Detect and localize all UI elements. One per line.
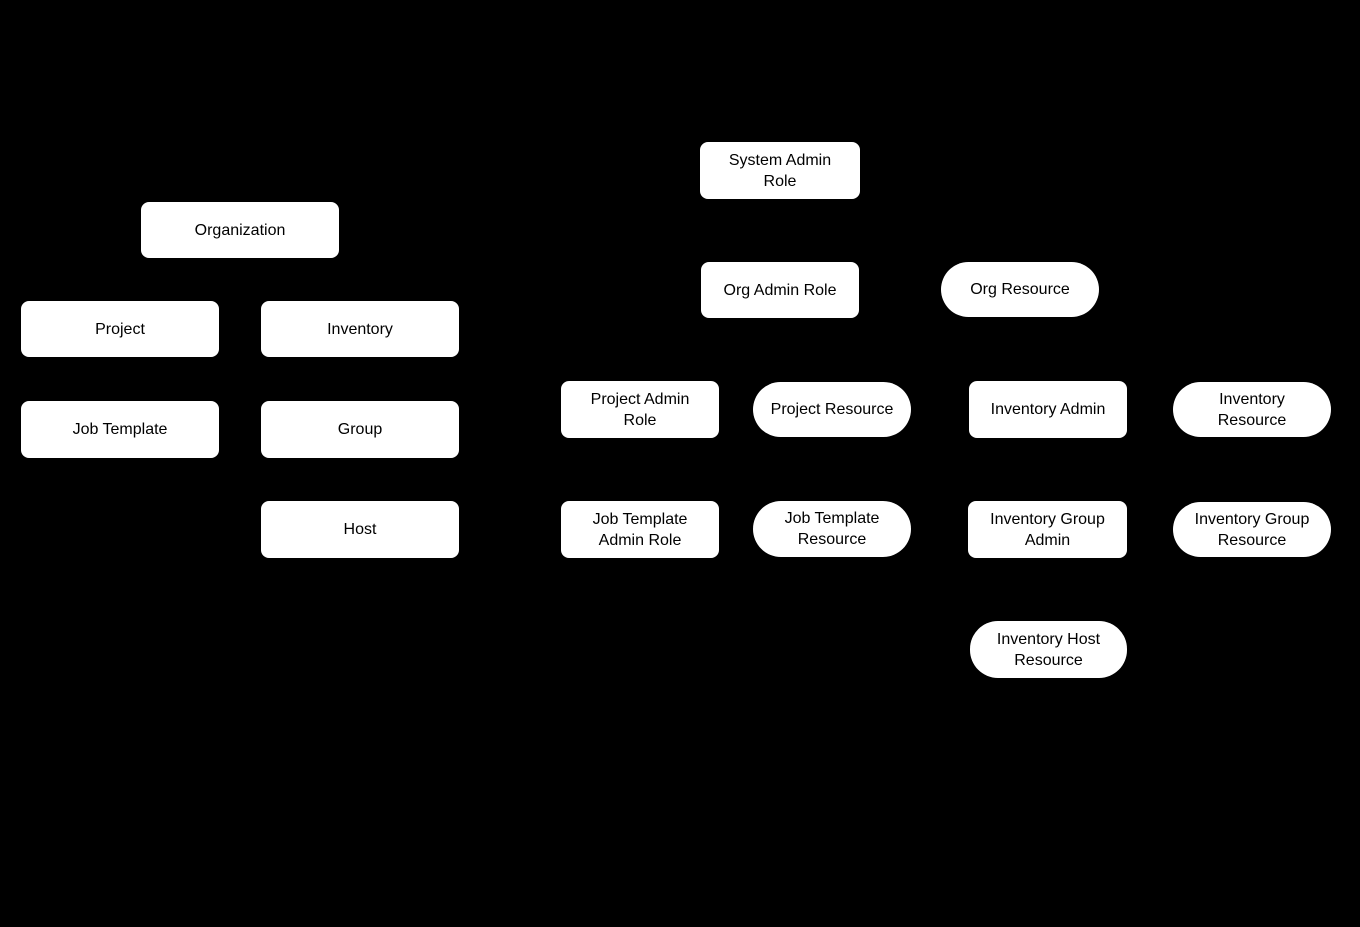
node-label-line: Inventory <box>327 320 393 338</box>
node-label-line: Project <box>95 320 145 338</box>
node-label-line: System Admin <box>728 151 832 169</box>
node-label-line: Organization <box>194 221 286 239</box>
node-job-template-resource <box>753 501 911 557</box>
node-label-line: Inventory Group <box>990 510 1105 528</box>
node-label-line: Host <box>343 521 377 538</box>
node-label-line: Job Template <box>592 510 688 528</box>
node-project-resource <box>753 382 911 437</box>
node-label-line: Group <box>337 421 383 438</box>
node-inventory-group-resource <box>1173 502 1331 557</box>
node-group <box>261 401 459 458</box>
node-label-line: Org Resource <box>970 281 1070 298</box>
node-label-line: Project Admin <box>590 390 690 408</box>
node-label-line: Admin <box>1024 531 1071 549</box>
node-inventory-resource <box>1173 382 1331 437</box>
node-label-line: Project Resource <box>770 401 894 418</box>
node-label-line: Org Admin Role <box>723 281 837 299</box>
node-organization <box>141 202 339 258</box>
node-inventory-group-admin <box>968 501 1127 558</box>
node-label-line: Job Template <box>784 510 880 527</box>
node-project <box>21 301 219 357</box>
node-org-admin-role <box>701 262 859 318</box>
node-job-template-admin-role <box>561 501 719 558</box>
node-inventory-admin <box>969 381 1127 438</box>
node-label-line: Role <box>623 411 657 429</box>
node-label-line: Resource <box>1217 531 1287 549</box>
node-label-line: Resource <box>1217 411 1287 429</box>
node-label-line: Admin Role <box>598 531 682 549</box>
node-label-line: Resource <box>1014 651 1083 669</box>
node-label-line: Inventory Host <box>996 630 1101 648</box>
node-label-line: Inventory <box>1219 390 1285 408</box>
node-inventory-host-resource <box>970 621 1127 678</box>
node-label-line: Inventory Group <box>1194 510 1310 528</box>
node-org-resource <box>941 262 1099 317</box>
node-project-admin-role <box>561 381 719 438</box>
node-label-line: Role <box>763 172 797 190</box>
node-job-template <box>21 401 219 458</box>
node-label-line: Resource <box>797 531 867 548</box>
node-label-line: Job Template <box>72 421 168 438</box>
node-host <box>261 501 459 558</box>
node-inventory <box>261 301 459 357</box>
node-label-line: Inventory Admin <box>990 401 1106 418</box>
node-system-admin-role <box>700 142 860 199</box>
